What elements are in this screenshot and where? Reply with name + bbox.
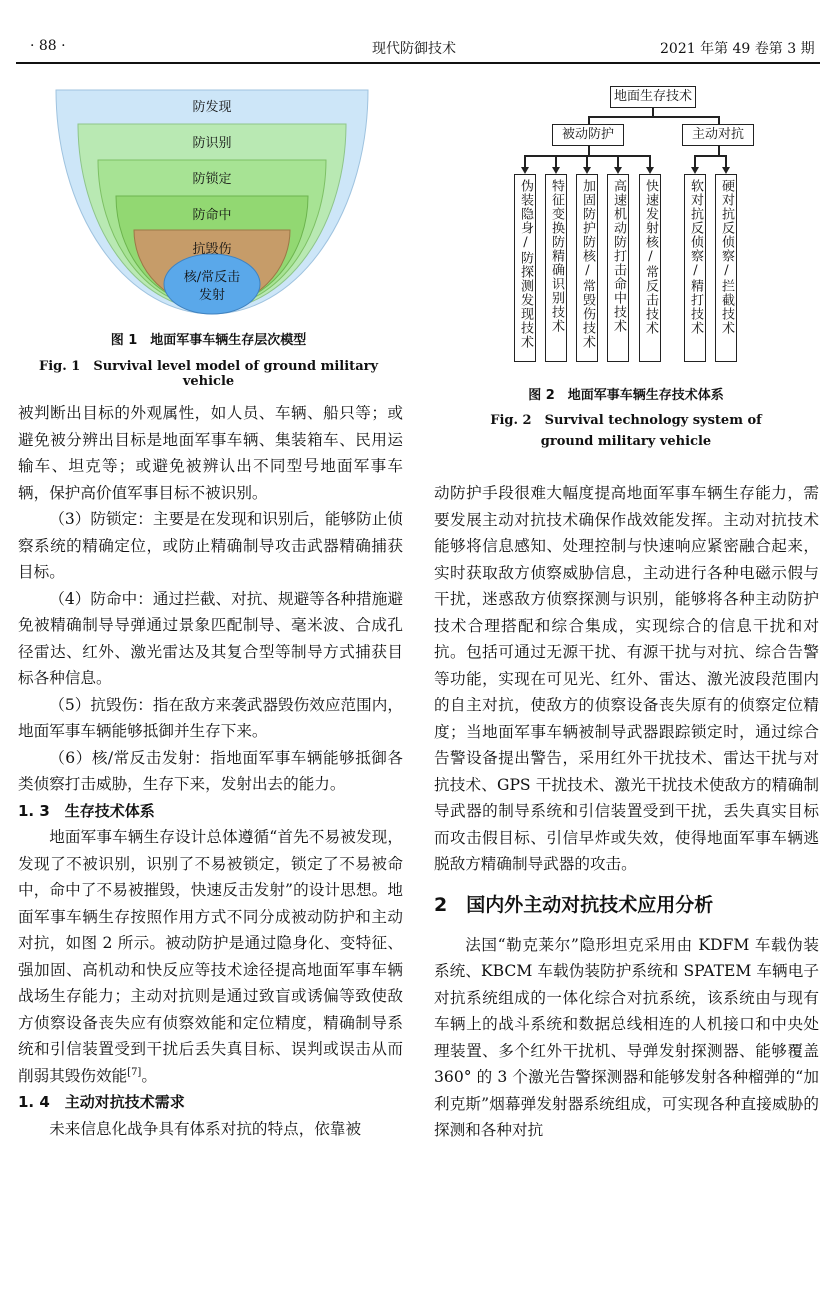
- paragraph: 被判断出目标的外观属性，如人员、车辆、船只等；或避免被分辨出目标是地面军事车辆、集装箱车、民用运输车、坦克等；或避免被辨认出不同型号地面军事车辆，保护高价值军事目标不被识别。: [18, 404, 403, 502]
- fig2-caption-cn: 图 2 地面军事车辆生存技术体系: [528, 388, 724, 403]
- tree-leaf-3: 加固防护防核/常毁伤技术: [576, 174, 598, 362]
- paragraph: 法国“勒克莱尔”隐形坦克采用由 KDFM 车载伪装系统、KBCM 车载伪装防护系统和 SPATEM 车辆电子对抗系统组成的一体化综合对抗系统，该系统由与现有车辆上的战斗系统和数据总线相连的人机接口和中央处理装置、多个红外干扰机、导弹发射探测器、能够覆盖 360° 的 3 个激光告警探测器和能够发射各种榴弹的“加利克斯”烟幕弹发射器系统组成，可实现各种直接威胁的探测和各种对抗: [434, 935, 819, 1139]
- tree-leaf-4: 高速机动防打击命中技术: [607, 174, 629, 362]
- paragraph: （5）抗毁伤：指在敌方来袭武器毁伤效应范围内，地面军事车辆能够抵御并生存下来。: [18, 695, 403, 740]
- fig2-caption-en-2: ground military vehicle: [540, 434, 712, 449]
- layer-label-7: 发射: [198, 288, 225, 303]
- tree-root: 地面生存技术: [610, 86, 696, 108]
- layer-label-1: 防发现: [192, 100, 232, 115]
- right-column: [434, 480, 819, 1144]
- left-column: [18, 400, 403, 1142]
- paragraph: 地面军事车辆生存设计总体遵循“首先不易被发现，发现了不被识别，识别了不易被锁定，锁定了不易被命中，命中了不易被摧毁，快速反击发射”的设计思想。地面军事车辆生存按照作用方式不同分成被动防护和主动对抗，如图 2 所示。被动防护是通过隐身化、变特征、强加固、高机动和快反应等技术途径提高地面军事车辆战场生存能力；主动对抗则是通过致盲或诱偏等致使敌方侦察设备丧失应有侦察效能和定位精度，精确制导系统和引信装置受到干扰后丢失真目标、误判或误击从而削弱其毁伤效能[7]。: [18, 828, 403, 1085]
- paragraph: （4）防命中：通过拦截、对抗、规避等各种措施避免被精确制导导弹通过景象匹配制导、毫米波、合成孔径雷达、红外、激光雷达及其复合型等制导方式捕获目标各种信息。: [18, 589, 403, 687]
- layer-label-3: 防锁定: [192, 172, 232, 187]
- layer-label-4: 防命中: [192, 208, 232, 223]
- tree-leaf-5: 快速发射核/常反击技术: [639, 174, 661, 362]
- tree-leaf-2: 特征变换防精确识别技术: [545, 174, 567, 362]
- tree-leaf-6: 软对抗反侦察/精打技术: [684, 174, 706, 362]
- citation-ref[interactable]: [7]: [127, 1066, 142, 1078]
- layer-label-6: 核/常反击: [183, 270, 241, 285]
- tree-branch-passive: 被动防护: [552, 124, 624, 146]
- section-heading-2: 2 国内外主动对抗技术应用分析: [434, 893, 714, 916]
- journal-name: 现代防御技术: [372, 41, 456, 57]
- fig1-caption-en: Fig. 1 Survival level model of ground military vehicle: [38, 359, 379, 389]
- tree-leaf-7: 硬对抗反侦察/拦截技术: [715, 174, 737, 362]
- tree-branch-active: 主动对抗: [682, 124, 754, 146]
- fig2-caption-en-1: Fig. 2 Survival technology system of: [490, 413, 762, 428]
- paragraph: （6）核/常反击发射：指地面军事车辆能够抵御各类侦察打击威胁，生存下来，发射出去的能力。: [18, 748, 403, 793]
- section-heading-1-4: 1. 4 主动对抗技术需求: [18, 1093, 185, 1111]
- issue-info: 2021 年第 49 卷第 3 期: [660, 41, 815, 57]
- tree-leaf-1: 伪装隐身/防探测发现技术: [514, 174, 536, 362]
- page-number: · 88 ·: [30, 38, 66, 54]
- figure-1: [52, 86, 372, 318]
- header-rule: [16, 62, 820, 64]
- figure-2: [506, 84, 756, 374]
- layer-label-5: 抗毁伤: [192, 242, 232, 257]
- paragraph: （3）防锁定：主要是在发现和识别后，能够防止侦察系统的精确定位，或防止精确制导攻击武器精确捕获目标。: [18, 510, 403, 581]
- layer-label-2: 防识别: [192, 136, 232, 151]
- fig1-caption-cn: 图 1 地面军事车辆生存层次模型: [110, 333, 307, 348]
- paragraph: 未来信息化战争具有体系对抗的特点，依靠被: [49, 1119, 362, 1138]
- paragraph: 动防护手段很难大幅度提高地面军事车辆生存能力，需要发展主动对抗技术确保作战效能发挥。主动对抗技术能够将信息感知、处理控制与快速响应紧密融合起来，实时获取敌方侦察威胁信息，主动进行各种电磁示假与干扰，迷惑敌方侦察探测与识别，能够将各种主动防护技术合理搭配和综合集成，实现综合的信息干扰和对抗。包括可通过无源干扰、有源干扰与对抗、综合告警等功能，实现在可见光、红外、雷达、激光波段范围内的自主对抗，使敌方的侦察设备丧失原有的侦察定位精度；当地面军事车辆被制导武器跟踪锁定时，通过综合告警设备提出警告，采用红外干扰技术、雷达干扰与对抗技术、GPS 干扰技术、激光干扰技术使敌方的精确制导武器的制导系统和引信装置受到干扰，丢失真实目标而攻击假目标、引信早炸或失效，使得地面军事车辆逃脱敌方精确制导武器的攻击。: [434, 484, 819, 873]
- section-heading-1-3: 1. 3 生存技术体系: [18, 801, 155, 820]
